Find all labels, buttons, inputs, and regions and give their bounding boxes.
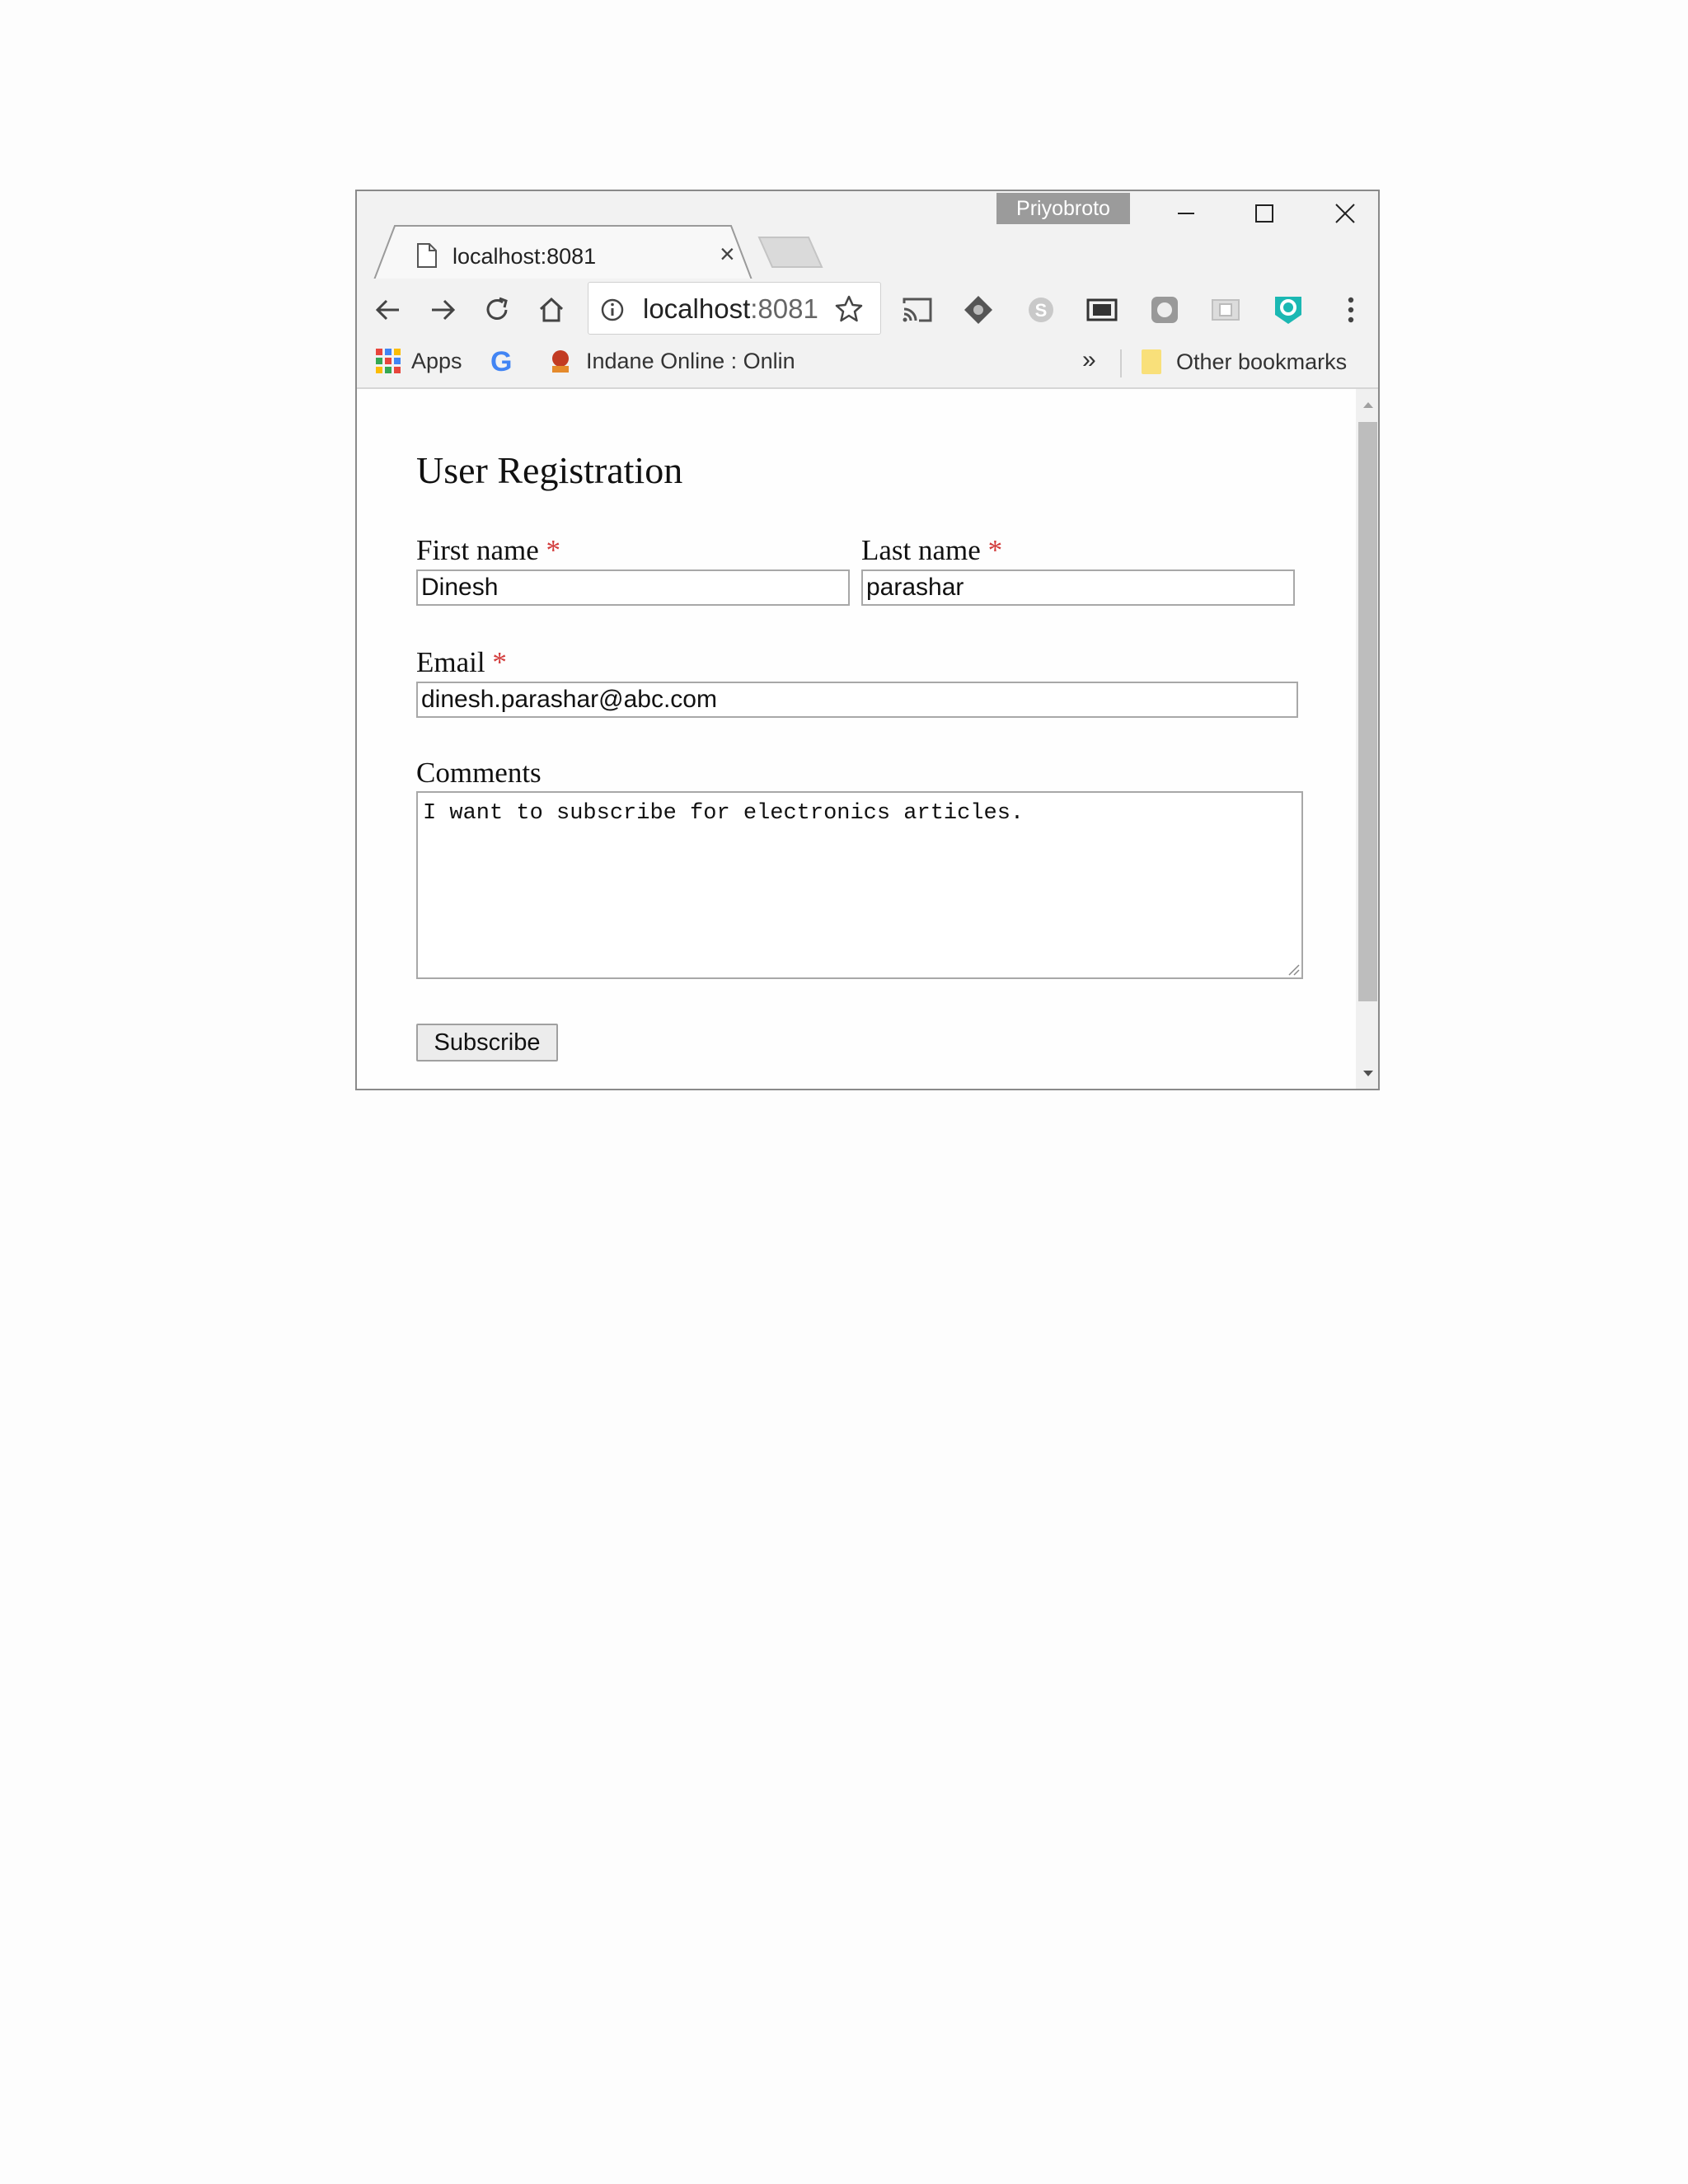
- extension-diamond-icon: [963, 294, 994, 326]
- skype-button[interactable]: [1021, 290, 1061, 330]
- vertical-scrollbar[interactable]: [1356, 389, 1380, 1090]
- screenshot-button[interactable]: [1082, 290, 1122, 330]
- page-title: User Registration: [416, 449, 683, 491]
- menu-button[interactable]: [1331, 290, 1371, 330]
- resize-grip-icon[interactable]: [1287, 963, 1300, 976]
- window-close-button[interactable]: [1310, 194, 1380, 232]
- toolbar: [357, 280, 1378, 338]
- google-icon: G: [490, 346, 513, 377]
- info-icon[interactable]: [600, 298, 625, 322]
- svg-text:S: S: [1034, 300, 1048, 321]
- last-name-label-text: Last name: [861, 534, 981, 566]
- bookmark-indane-label: Indane Online : Onlin: [586, 348, 795, 373]
- document-icon: [416, 242, 438, 269]
- bookmarks-overflow-button[interactable]: [1082, 346, 1096, 374]
- extension-box-icon: [1210, 296, 1241, 324]
- new-tab-icon[interactable]: [757, 236, 823, 269]
- comments-textarea[interactable]: [416, 791, 1303, 979]
- tab-localhost[interactable]: [373, 224, 753, 282]
- window-close-icon: [1334, 203, 1356, 224]
- home-icon: [537, 296, 565, 324]
- apps-grid-icon: [375, 348, 401, 374]
- skype-icon: [1026, 295, 1056, 325]
- cast-icon: [901, 296, 934, 324]
- required-marker: *: [492, 646, 507, 678]
- extension-box-button[interactable]: [1206, 290, 1245, 330]
- bookmark-other[interactable]: [1140, 348, 1347, 376]
- cast-button[interactable]: [898, 290, 937, 330]
- email-field[interactable]: dinesh.parashar@abc.com: [416, 682, 1298, 718]
- address-host: localhost: [643, 293, 751, 324]
- bookmark-apps[interactable]: [375, 348, 462, 374]
- maximize-button[interactable]: [1229, 194, 1300, 232]
- comments-text: I want to subscribe for electronics articles.: [423, 801, 1025, 826]
- first-name-label: [416, 534, 560, 567]
- first-name-label-text: First name: [416, 534, 539, 566]
- folder-icon: [1140, 348, 1163, 376]
- indane-icon: [548, 348, 573, 374]
- email-label: [416, 646, 507, 679]
- minimize-button[interactable]: [1151, 194, 1221, 232]
- forward-button[interactable]: [423, 290, 462, 330]
- reload-icon: [483, 296, 511, 324]
- tab-title: localhost:8081: [452, 244, 597, 269]
- home-button[interactable]: [532, 290, 571, 330]
- last-name-label: [861, 534, 1002, 567]
- address-bar[interactable]: [588, 282, 881, 335]
- extension-shield-icon: [1149, 294, 1180, 326]
- scroll-up-icon[interactable]: [1362, 401, 1375, 409]
- back-button[interactable]: [368, 290, 408, 330]
- minimize-icon: [1176, 204, 1196, 223]
- last-name-field[interactable]: parashar: [861, 569, 1295, 606]
- extension-teal-button[interactable]: [1268, 290, 1308, 330]
- close-icon[interactable]: ×: [720, 239, 735, 269]
- scroll-thumb[interactable]: [1358, 422, 1377, 1001]
- first-name-field[interactable]: Dinesh: [416, 569, 850, 606]
- profile-badge[interactable]: Priyobroto: [996, 193, 1130, 224]
- page-content: [357, 389, 1356, 1090]
- bookmark-other-label: Other bookmarks: [1176, 349, 1348, 374]
- forward-icon: [429, 296, 457, 324]
- bookmark-indane[interactable]: [548, 348, 795, 374]
- bookmarks-divider: [1120, 349, 1122, 377]
- maximize-icon: [1254, 204, 1274, 223]
- chevron-double-right-icon: »: [1082, 346, 1096, 373]
- address-port: :8081: [750, 293, 818, 324]
- back-icon: [374, 296, 402, 324]
- required-marker: *: [987, 534, 1003, 566]
- extension-diamond-button[interactable]: [959, 290, 998, 330]
- scroll-down-icon[interactable]: [1362, 1070, 1375, 1078]
- screenshot-icon: [1085, 296, 1118, 324]
- address-text: [643, 293, 818, 325]
- email-label-text: Email: [416, 646, 485, 678]
- menu-icon: [1346, 296, 1356, 324]
- reload-button[interactable]: [477, 290, 517, 330]
- comments-label: Comments: [416, 757, 542, 789]
- bookmarks-bar: [357, 338, 1378, 389]
- title-bar: [357, 191, 1378, 280]
- extension-teal-icon: [1272, 293, 1305, 326]
- bookmark-google[interactable]: [490, 346, 512, 378]
- star-icon[interactable]: [834, 294, 864, 324]
- browser-window: [355, 190, 1380, 1090]
- bookmark-apps-label: Apps: [411, 348, 462, 373]
- subscribe-button[interactable]: Subscribe: [416, 1024, 558, 1062]
- required-marker: *: [546, 534, 560, 566]
- extension-shield-button[interactable]: [1145, 290, 1184, 330]
